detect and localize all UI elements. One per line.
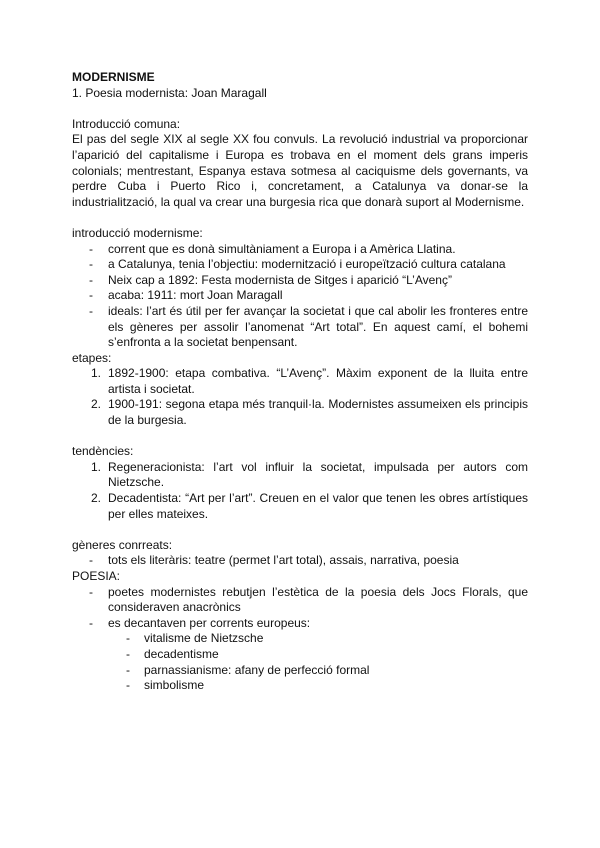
list-item: - acaba: 1911: mort Joan Maragall xyxy=(72,288,528,304)
list-item: - decadentisme xyxy=(72,647,528,663)
list-item: - simbolisme xyxy=(72,678,528,694)
intro-heading: Introducció comuna: xyxy=(72,116,181,131)
spacer xyxy=(72,522,528,538)
generes-list xyxy=(72,553,528,569)
poesia-list xyxy=(72,585,528,632)
list-number: 2. xyxy=(91,397,102,412)
poesia-heading: POESIA: xyxy=(72,569,121,583)
list-item: - poetes modernistes rebutjen l’estètica de la poesia dels Jocs Florals, que consideraven anacrònics xyxy=(72,585,528,616)
list-item xyxy=(72,366,528,397)
list-item: - vitalisme de Nietzsche xyxy=(72,631,528,647)
tendencies-heading: tendències: xyxy=(72,444,134,459)
doc-subtitle: 1. Poesia modernista: Joan Maragall xyxy=(72,85,267,100)
etapes-heading: etapes: xyxy=(72,350,112,365)
list-text: 1900-191: segona etapa més tranquil·la. Modernistes assumeixen els principis de la burgesia. xyxy=(108,397,528,428)
list-item xyxy=(72,397,528,428)
etapes-list xyxy=(72,366,528,428)
list-text: Decadentista: “Art per l’art”. Creuen en el valor que tenen les obres artístiques per elles mateixes. xyxy=(108,491,528,521)
poesia-sublist xyxy=(72,631,528,693)
list-text: 1892-1900: etapa combativa. “L’Avenç”. Màxim exponent de la lluita entre artista i societat. xyxy=(108,366,528,396)
list-item: - corrent que es donà simultàniament a Europa i a Amèrica Llatina. xyxy=(72,242,528,258)
intro-paragraph: El pas del segle XIX al segle XX fou convuls. La revolució industrial va proporcionar l’aparició del capitalisme i Europa es trobava en el moment dels grans imperis colonials; mentrestant, Espanya estava sotmesa al caciquisme dels governants, va perdre Cuba i Puerto Rico i, concretament, a Catalunya va donar-se la industrialització, la qual va crear una burgesia rica que donarà suport al Modernisme. xyxy=(72,132,528,209)
generes-heading: gèneres conrreats: xyxy=(72,537,173,552)
modernisme-heading: introducció modernisme: xyxy=(72,225,203,240)
spacer xyxy=(72,429,528,445)
list-item xyxy=(72,460,528,491)
list-item: - Neix cap a 1892: Festa modernista de Sitges i aparició “L’Avenç” xyxy=(72,273,528,289)
doc-title: MODERNISME xyxy=(72,70,155,84)
list-number: 2. xyxy=(91,491,102,506)
list-item: - ideals: l’art és útil per fer avançar la societat i que cal abolir les fronteres entre els gèneres per assolir l’anomenat “Art total”. En aquest camí, el bohemi s’enfronta a la societat benpensant. xyxy=(72,304,528,351)
list-item: - a Catalunya, tenia l’objectiu: modernització i europeïtzació cultura catalana xyxy=(72,257,528,273)
list-item: - parnassianisme: afany de perfecció formal xyxy=(72,663,528,679)
spacer xyxy=(72,101,528,117)
tendencies-list xyxy=(72,460,528,522)
list-number: 1. xyxy=(91,366,102,381)
spacer xyxy=(72,210,528,226)
list-item: - es decantaven per corrents europeus: xyxy=(72,616,528,632)
list-number: 1. xyxy=(91,459,102,474)
modernisme-list xyxy=(72,242,528,351)
list-text: Regeneracionista: l’art vol influir la societat, impulsada per autors com Nietzsche. xyxy=(108,459,528,490)
list-item: - tots els literàris: teatre (permet l’art total), assais, narrativa, poesia xyxy=(72,553,528,569)
list-item xyxy=(72,491,528,522)
